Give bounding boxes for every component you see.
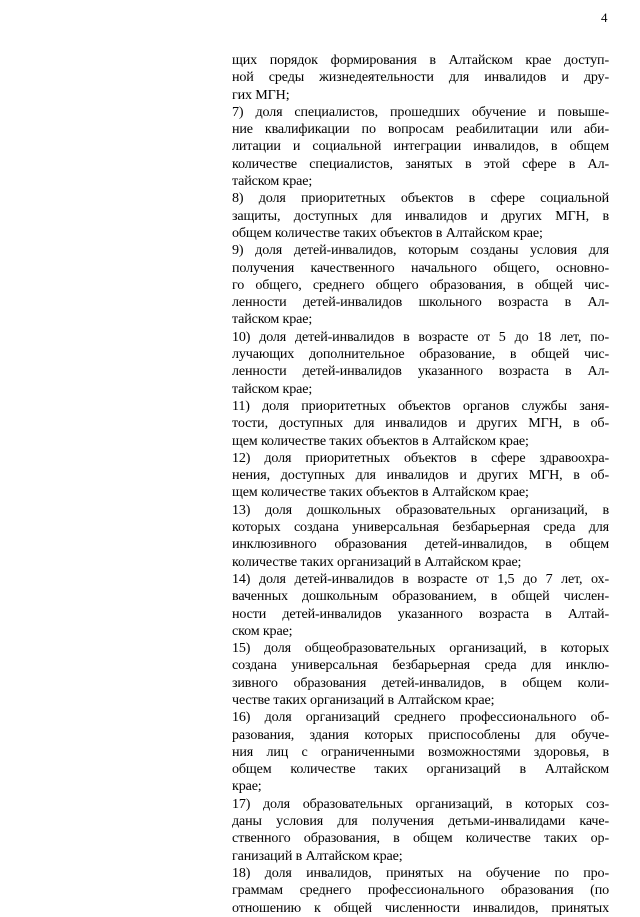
paragraph [232,571,609,640]
text-line: общем количестве таких объектов в Алтайском крае; [232,224,543,241]
paragraph [232,502,609,571]
text-line: ленности детей-инвалидов указанного возраста в Ал- [232,363,609,380]
page-number: 4 [601,10,608,25]
text-line: ния лиц с ограниченными возможностями здоровья, в [232,743,609,760]
text-line: 18) доля инвалидов, принятых на обучение по про- [232,864,609,881]
text-line: тайском крае; [232,173,313,190]
text-line: нения, доступных для инвалидов и других МГН, в об- [232,467,609,484]
paragraph [232,709,609,795]
text-line: 12) доля приоритетных объектов в сфере здравоохра- [232,449,609,466]
text-line: щих порядок формирования в Алтайском крае доступ- [232,52,609,68]
text-line: отношению к общей численности инвалидов, принятых [232,899,609,916]
text-line: тости, доступных для инвалидов и других МГН, в об- [232,415,609,432]
text-line: защиты, доступных для инвалидов и других МГН, в [232,207,609,224]
text-line: щем количестве таких объектов в Алтайском крае; [232,432,529,449]
text-line: тайском крае; [232,380,313,397]
text-line: ваченных дошкольным образованием, в общей числен- [232,588,609,605]
text-line: тайском крае; [232,311,313,328]
text-line: 13) доля дошкольных образовательных организаций, в [232,501,609,518]
text-line: получения качественного начального общего, основно- [232,259,609,276]
paragraph [232,104,609,190]
paragraph [232,640,609,709]
text-line: создана универсальная безбарьерная среда для инклю- [232,657,609,674]
text-line: даны условия для получения детьми-инвалидами каче- [232,813,609,830]
text-line: разования, здания которых приспособлены для обуче- [232,726,609,743]
text-line: гих МГН; [232,86,290,103]
text-line: 7) доля специалистов, прошедших обучение и повыше- [232,103,609,120]
paragraph [232,450,609,502]
text-line: 8) доля приоритетных объектов в сфере социальной [232,190,609,207]
text-line: 11) доля приоритетных объектов органов службы заня- [232,397,609,414]
paragraph [232,329,609,398]
text-line: литации и социальной интеграции инвалидов, в общем [232,138,609,155]
text-line: количестве таких организаций в Алтайском крае; [232,553,522,570]
paragraph [232,242,609,328]
text-line: 9) доля детей-инвалидов, которым созданы условия для [232,242,609,259]
text-line: общем количестве таких организаций в Алтайском [232,761,609,778]
text-line: 14) доля детей-инвалидов в возрасте от 1,5 до 7 лет, ох- [232,570,609,587]
text-line: ной среды жизнедеятельности для инвалидов и дру- [232,69,609,86]
text-line: честве таких организаций в Алтайском крае; [232,691,495,708]
text-line: 15) доля общеобразовательных организаций, в которых [232,640,609,657]
paragraph [232,190,609,242]
text-line: крае; [232,778,262,795]
paragraph [232,865,609,917]
text-line: ском крае; [232,622,293,639]
text-line: щем количестве таких объектов в Алтайском крае; [232,484,529,501]
text-line: го общего, среднего общего образования, в общей чис- [232,276,609,293]
text-line: ственного образования, в общем количестве таких ор- [232,830,609,847]
text-line: 16) доля организаций среднего профессионального об- [232,709,609,726]
text-line: ние квалификации по вопросам реабилитации или аби- [232,121,609,138]
text-line: 17) доля образовательных организаций, в которых соз- [232,795,609,812]
document-body [232,52,609,917]
paragraph [232,52,609,104]
text-line: зивного образования детей-инвалидов, в общем коли- [232,674,609,691]
text-line: лучающих дополнительное образование, в общей чис- [232,346,609,363]
text-line: ности детей-инвалидов указанного возраста в Алтай- [232,605,609,622]
text-line: граммам среднего профессионального образования (по [232,882,609,899]
text-line: 10) доля детей-инвалидов в возрасте от 5 до 18 лет, по- [232,328,609,345]
text-line: количестве специалистов, занятых в этой сфере в Ал- [232,155,609,172]
paragraph [232,796,609,865]
text-line: ганизаций в Алтайском крае; [232,847,403,864]
text-line: ленности детей-инвалидов школьного возраста в Ал- [232,294,609,311]
text-line: которых создана универсальная безбарьерная среда для [232,519,609,536]
text-line: инклюзивного образования детей-инвалидов, в общем [232,536,609,553]
paragraph [232,398,609,450]
